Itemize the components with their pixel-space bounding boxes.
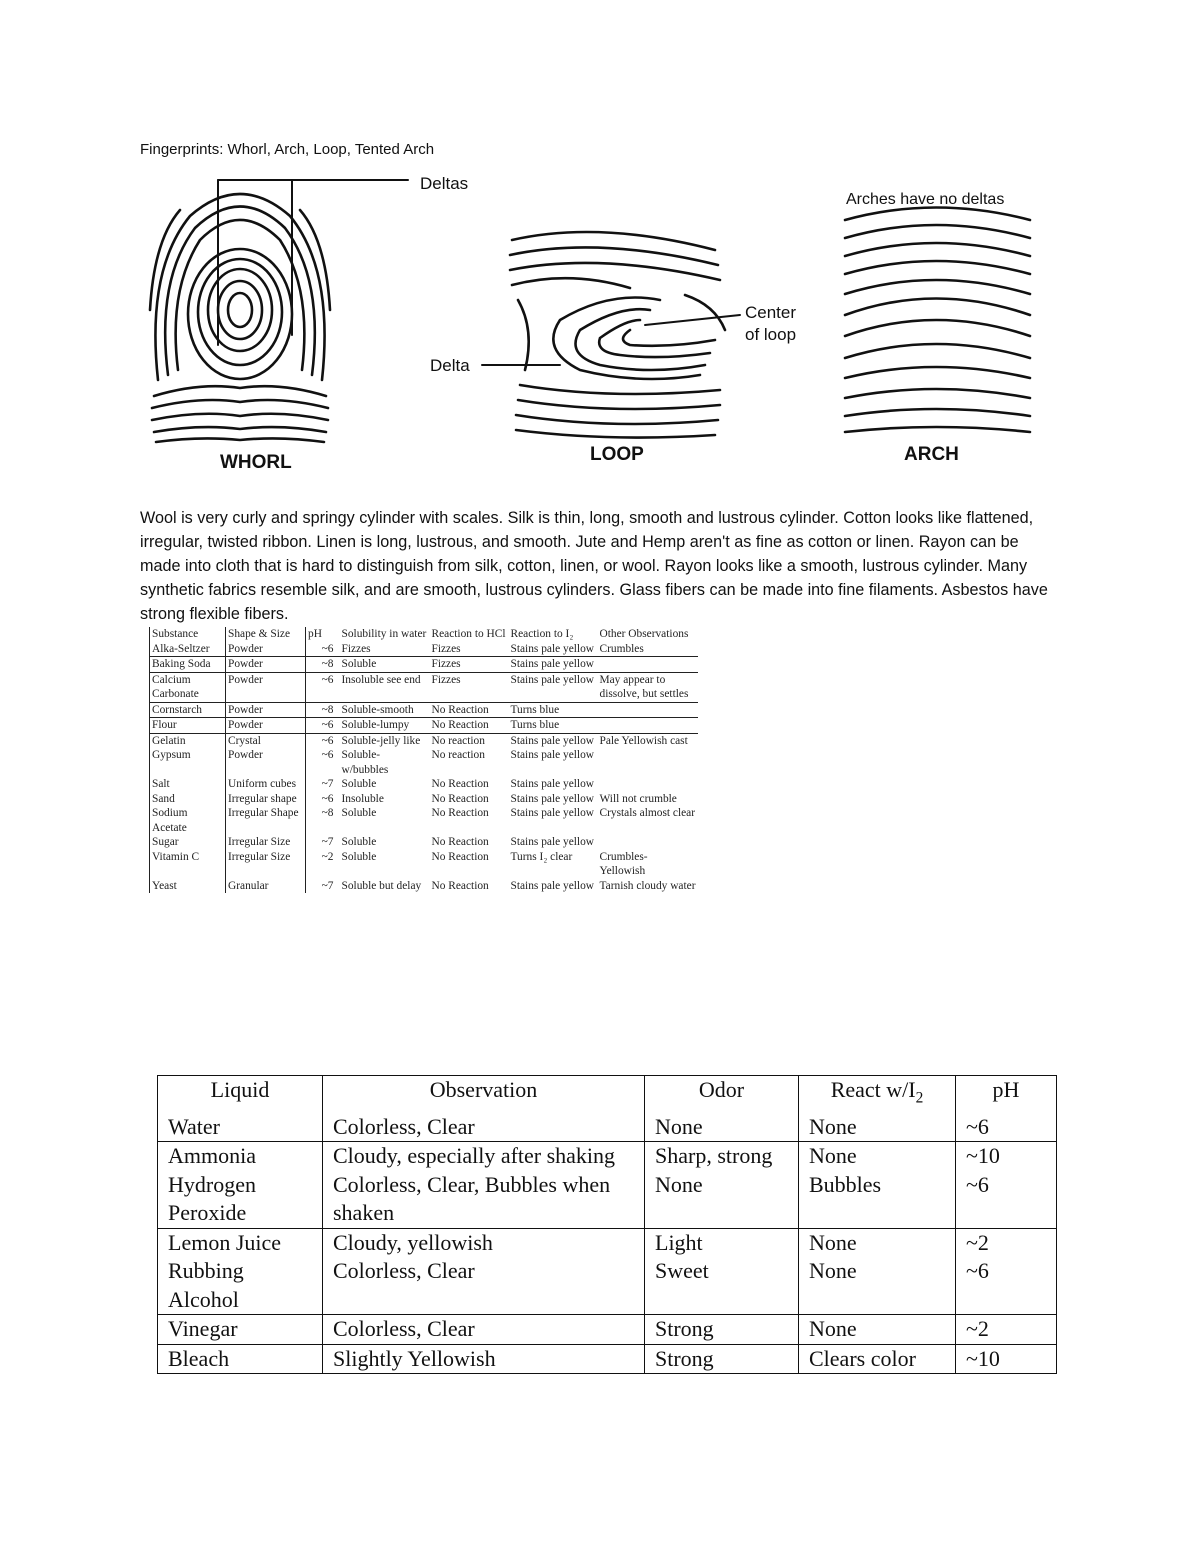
cell: Stains pale yellow	[510, 749, 595, 761]
cell: May appear to dissolve, but settles	[598, 672, 698, 702]
cell: None	[799, 1257, 956, 1315]
center-of-loop-label-1: Center	[745, 303, 797, 322]
header-odor: Odor	[645, 1076, 799, 1113]
cell: Soluble	[341, 836, 377, 848]
cell: Crumbles	[599, 642, 644, 655]
cell: ~6	[306, 718, 340, 734]
table-row	[150, 835, 698, 850]
header-react-iodine	[799, 1076, 956, 1113]
cell: ~10	[956, 1142, 1057, 1171]
cell: ~6	[321, 642, 334, 655]
cell: Bubbles	[799, 1171, 956, 1229]
cell: No Reaction	[431, 850, 489, 863]
table-row	[158, 1344, 1057, 1374]
fiber-description: Wool is very curly and springy cylinder with scales. Silk is thin, long, smooth and lustrous cylinder. Cotton looks like flattened, irregular, twisted ribbon. Linen is long, lustrous, and smooth. Jute and Hemp aren't as fine as cotton or linen. Rayon can be made into cloth that is hard to distinguish from silk, cotton, linen, or wool. Rayon looks like a smooth, lustrous cylinder. Many synthetic fabrics resemble silk, and are smooth, lustrous cylinders. Glass fibers can be made into fine filaments. Asbestos have strong flexible fibers.	[140, 509, 1048, 623]
table-row	[158, 1228, 1057, 1257]
cell: Tarnish cloudy water	[599, 879, 696, 892]
cell: Bleach	[158, 1344, 323, 1374]
cell: Pale Yellowish cast	[598, 733, 698, 748]
cell: ~7	[321, 778, 334, 790]
substance-header-row	[150, 627, 698, 642]
table-row	[150, 748, 698, 777]
cell: Sand	[150, 792, 226, 807]
cell: ~2	[956, 1315, 1057, 1345]
whorl-label: WHORL	[220, 452, 292, 473]
table-row	[158, 1142, 1057, 1171]
cell: Soluble-lumpy	[340, 718, 430, 734]
cell: None	[799, 1142, 956, 1171]
table-row	[150, 733, 698, 748]
cell: No Reaction	[431, 807, 489, 819]
cell: Strong	[645, 1344, 799, 1374]
cell	[598, 718, 698, 734]
loop-fingerprint	[510, 232, 725, 438]
loop-pointers	[482, 315, 740, 365]
cell: Stains pale yellow	[510, 836, 595, 848]
cell: Irregular Shape	[226, 806, 306, 835]
fingerprint-figure	[140, 170, 1050, 480]
cell: Calcium Carbonate	[150, 672, 226, 702]
cell: Soluble	[341, 807, 377, 819]
cell: Stains pale yellow	[510, 879, 595, 892]
cell: Crumbles- Yellowish	[599, 850, 648, 877]
cell: Slightly Yellowish	[323, 1344, 645, 1374]
cell: ~7	[321, 836, 334, 848]
cell: No Reaction	[431, 778, 489, 790]
cell: None	[799, 1113, 956, 1142]
deltas-pointer	[218, 180, 408, 345]
cell: Irregular Size	[226, 835, 306, 850]
cell: None	[645, 1171, 799, 1229]
cell: Gelatin	[150, 733, 226, 748]
substance-table	[149, 627, 698, 893]
cell: Turns I₂ clear	[510, 850, 573, 863]
table-row	[150, 642, 698, 657]
cell: ~6	[321, 792, 334, 805]
cell: Stains pale yellow	[509, 733, 598, 748]
cell: Powder	[226, 642, 306, 657]
cell: ~10	[956, 1344, 1057, 1374]
arch-fingerprint	[845, 208, 1030, 433]
cell	[598, 777, 698, 792]
loop-label: LOOP	[590, 444, 644, 465]
table-row	[150, 806, 698, 835]
cell: Baking Soda	[150, 657, 226, 673]
cell: ~8	[306, 657, 340, 673]
cell: ~6	[956, 1257, 1057, 1315]
cell: ~6	[956, 1113, 1057, 1142]
cell: Colorless, Clear	[323, 1315, 645, 1345]
cell: Colorless, Clear	[323, 1113, 645, 1142]
cell: Ammonia	[158, 1142, 323, 1171]
cell: Soluble	[341, 778, 377, 790]
table-row	[158, 1113, 1057, 1142]
cell: ~6	[321, 749, 334, 761]
header-react-label: React w/I	[830, 1077, 916, 1102]
cell: Powder	[226, 672, 306, 702]
cell: Hydrogen Peroxide	[158, 1171, 323, 1229]
table-row	[158, 1171, 1057, 1229]
cell: Powder	[226, 748, 306, 777]
cell: No Reaction	[431, 792, 489, 805]
cell: Sugar	[150, 835, 226, 850]
cell: Salt	[150, 777, 226, 792]
cell: Flour	[150, 718, 226, 734]
deltas-label: Deltas	[420, 174, 469, 193]
whorl-fingerprint	[150, 194, 330, 442]
cell: Vitamin C	[150, 850, 226, 879]
cell	[598, 702, 698, 718]
header-iodine: Reaction to I₂	[510, 628, 574, 640]
cell: No Reaction	[431, 879, 489, 892]
cell: Soluble- w/bubbles	[341, 749, 389, 776]
cell: No Reaction	[431, 836, 489, 848]
cell: No Reaction	[430, 718, 509, 734]
cell: ~6	[306, 733, 340, 748]
header-react-subscript: 2	[915, 1089, 924, 1107]
header-hcl: Reaction to HCl	[431, 628, 506, 640]
cell: Light	[645, 1228, 799, 1257]
cell: Granular	[226, 879, 306, 894]
cell: Lemon Juice	[158, 1228, 323, 1257]
cell: Fizzes	[430, 672, 509, 702]
cell: Powder	[226, 702, 306, 718]
cell	[598, 835, 698, 850]
table-row	[150, 792, 698, 807]
cell: Yeast	[150, 879, 226, 894]
cell: Crystals almost clear	[599, 807, 696, 819]
cell: Stains pale yellow	[510, 642, 595, 655]
cell: Crystal	[226, 733, 306, 748]
cell: Powder	[226, 657, 306, 673]
cell: None	[645, 1113, 799, 1142]
cell: Soluble-jelly like	[340, 733, 430, 748]
cell: ~7	[321, 879, 334, 892]
table-row	[150, 657, 698, 673]
cell: Turns blue	[509, 702, 598, 718]
table-row	[158, 1257, 1057, 1315]
cell: ~6	[306, 672, 340, 702]
cell: Irregular shape	[226, 792, 306, 807]
delta-label: Delta	[430, 356, 470, 375]
cell: Vinegar	[158, 1315, 323, 1345]
cell: None	[799, 1315, 956, 1345]
header-ph: pH	[956, 1076, 1057, 1113]
liquid-header-row	[158, 1076, 1057, 1113]
cell: None	[799, 1228, 956, 1257]
cell: Powder	[226, 718, 306, 734]
table-row	[158, 1315, 1057, 1345]
table-row	[150, 672, 698, 702]
table-row	[150, 850, 698, 879]
cell: Sweet	[645, 1257, 799, 1315]
table-row	[150, 702, 698, 718]
cell: Soluble but delay	[341, 879, 422, 892]
table-row	[150, 718, 698, 734]
cell: Will not crumble	[599, 792, 677, 805]
cell: Uniform cubes	[226, 777, 306, 792]
cell: Clears color	[799, 1344, 956, 1374]
cell: Soluble-smooth	[340, 702, 430, 718]
table-row	[150, 777, 698, 792]
header-shape: Shape & Size	[226, 627, 306, 642]
cell: Cornstarch	[150, 702, 226, 718]
header-substance: Substance	[150, 627, 226, 642]
cell: ~2	[321, 850, 334, 863]
cell: Colorless, Clear	[323, 1257, 645, 1315]
cell: Sodium Acetate	[150, 806, 226, 835]
cell: No reaction	[430, 733, 509, 748]
cell: Stains pale yellow	[510, 778, 595, 790]
header-observation: Observation	[323, 1076, 645, 1113]
cell: ~8	[321, 807, 334, 819]
cell: Turns blue	[509, 718, 598, 734]
center-of-loop-label-2: of loop	[745, 325, 797, 344]
arch-label: ARCH	[904, 444, 959, 465]
cell: Fizzes	[431, 642, 461, 655]
table-row	[150, 879, 698, 894]
cell: ~2	[956, 1228, 1057, 1257]
cell: Rubbing Alcohol	[158, 1257, 323, 1315]
header-ph: pH	[308, 628, 322, 640]
liquid-table	[157, 1075, 1057, 1374]
cell: Cloudy, especially after shaking	[323, 1142, 645, 1171]
cell: Stains pale yellow	[510, 807, 595, 819]
header-liquid: Liquid	[158, 1076, 323, 1113]
cell: Fizzes	[341, 642, 371, 655]
cell	[598, 748, 698, 777]
cell: Gypsum	[150, 748, 226, 777]
cell: Stains pale yellow	[510, 792, 595, 805]
cell: Soluble	[341, 850, 377, 863]
cell: Irregular Size	[226, 850, 306, 879]
cell	[598, 657, 698, 673]
cell: Water	[158, 1113, 323, 1142]
cell: Alka-Seltzer	[150, 642, 226, 657]
cell: Stains pale yellow	[509, 657, 598, 673]
cell: No reaction	[431, 749, 485, 761]
cell: Insoluble	[341, 792, 384, 805]
cell: ~8	[306, 702, 340, 718]
cell: Cloudy, yellowish	[323, 1228, 645, 1257]
header-other: Other Observations	[599, 628, 689, 640]
cell: Sharp, strong	[645, 1142, 799, 1171]
page-title: Fingerprints: Whorl, Arch, Loop, Tented Arch	[140, 141, 435, 158]
cell: Strong	[645, 1315, 799, 1345]
arch-note-label: Arches have no deltas	[846, 191, 1005, 208]
cell: Fizzes	[430, 657, 509, 673]
header-solubility: Solubility in water	[341, 628, 427, 640]
cell: Insoluble see end	[340, 672, 430, 702]
cell: No Reaction	[430, 702, 509, 718]
cell: ~6	[956, 1171, 1057, 1229]
cell: Colorless, Clear, Bubbles when shaken	[323, 1171, 645, 1229]
cell: Stains pale yellow	[509, 672, 598, 702]
cell: Soluble	[340, 657, 430, 673]
